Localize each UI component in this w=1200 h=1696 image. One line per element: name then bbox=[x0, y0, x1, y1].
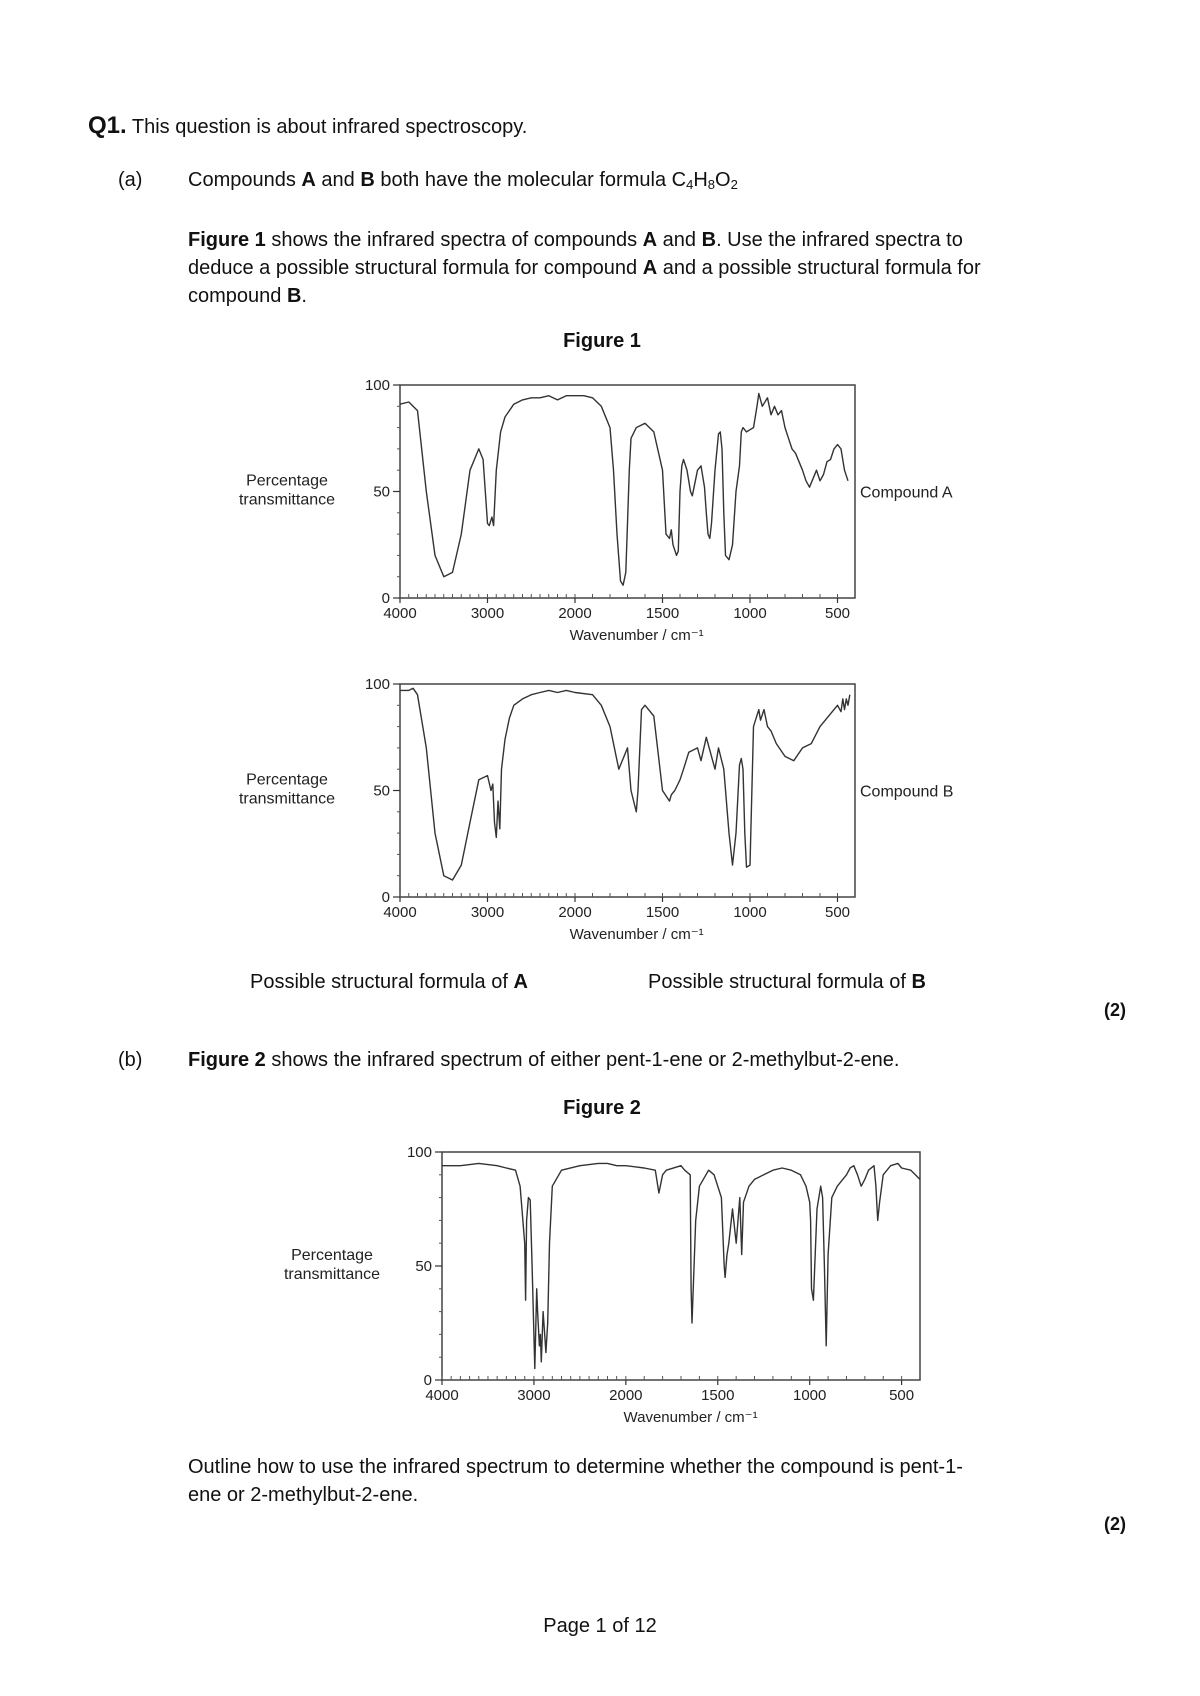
text-span: Compounds bbox=[188, 169, 302, 191]
y-axis-label: transmittance bbox=[238, 491, 336, 509]
text-span: Possible structural formula of bbox=[250, 971, 514, 993]
formula-element: O bbox=[715, 169, 731, 191]
x-axis-label: Wavenumber / cm⁻¹ bbox=[569, 627, 704, 644]
y-tick-label: 50 bbox=[373, 782, 390, 800]
y-tick-label: 100 bbox=[364, 377, 390, 394]
instruction-line-1 bbox=[188, 226, 981, 254]
text-span: . Use the infrared spectra to bbox=[716, 229, 963, 251]
text-span: deduce a possible structural formula for compound bbox=[188, 257, 643, 279]
x-tick-label: 4000 bbox=[383, 904, 417, 921]
compound-a-ref: A bbox=[513, 971, 528, 993]
formula-subscript: 8 bbox=[707, 177, 715, 192]
instruction-line-3 bbox=[188, 282, 981, 310]
y-tick-label: 100 bbox=[406, 1144, 432, 1161]
plot-frame bbox=[442, 1152, 920, 1380]
compound-b-ref: B bbox=[701, 229, 717, 251]
compound-b-ref: B bbox=[911, 971, 926, 993]
x-tick-label: 3000 bbox=[470, 605, 505, 622]
formula-subscript: 2 bbox=[730, 177, 738, 192]
x-tick-label: 4000 bbox=[425, 1387, 459, 1404]
x-tick-label: 1000 bbox=[733, 904, 767, 921]
part-b-marks: (2) bbox=[1104, 1514, 1126, 1534]
x-tick-label: 500 bbox=[824, 904, 851, 921]
compound-a-ref: A bbox=[301, 169, 316, 191]
part-b-outline bbox=[188, 1453, 963, 1509]
text-span: shows the infrared spectra of compounds bbox=[265, 229, 643, 251]
part-a-line1 bbox=[188, 166, 738, 199]
plot-frame bbox=[400, 385, 855, 598]
question-header bbox=[88, 112, 527, 141]
compound-a-ref: A bbox=[642, 257, 658, 279]
figure-ref: Figure 1 bbox=[188, 229, 266, 251]
y-axis-label: Percentage bbox=[291, 1247, 373, 1264]
x-tick-label: 3000 bbox=[470, 904, 505, 921]
spectrum-chart-figure-2 bbox=[0, 1128, 1200, 1438]
x-tick-label: 1000 bbox=[733, 605, 767, 622]
compound-a-ref: A bbox=[642, 229, 658, 251]
text-span: shows the infrared spectrum of either pent-1-ene or 2-methylbut-2-ene. bbox=[265, 1049, 900, 1071]
part-b-line1 bbox=[188, 1046, 899, 1074]
x-axis-label: Wavenumber / cm⁻¹ bbox=[623, 1409, 758, 1426]
x-tick-label: 4000 bbox=[383, 605, 417, 622]
question-intro: This question is about infrared spectroscopy. bbox=[131, 116, 528, 138]
text-span: both have the molecular formula C bbox=[374, 169, 687, 191]
answer-label-a bbox=[250, 968, 528, 996]
compound-b-ref: B bbox=[286, 285, 302, 307]
series-label: Compound A bbox=[860, 484, 953, 502]
text-span: and a possible structural formula for bbox=[657, 257, 981, 279]
formula-element: H bbox=[693, 169, 708, 191]
compound-b-ref: B bbox=[360, 169, 375, 191]
series-label: Compound B bbox=[860, 783, 954, 801]
x-tick-label: 2000 bbox=[558, 605, 592, 622]
page-footer: Page 1 of 12 bbox=[543, 1615, 657, 1637]
x-axis-label: Wavenumber / cm⁻¹ bbox=[569, 926, 704, 943]
question-number: Q1. bbox=[88, 112, 127, 139]
spectrum-line bbox=[400, 688, 850, 880]
part-a-instructions bbox=[188, 226, 981, 310]
x-tick-label: 1500 bbox=[701, 1387, 735, 1404]
plot-frame bbox=[400, 684, 855, 897]
x-tick-label: 1500 bbox=[645, 605, 680, 622]
text-span: compound bbox=[188, 285, 287, 307]
x-tick-label: 3000 bbox=[517, 1387, 551, 1404]
answer-label-b bbox=[648, 968, 926, 996]
y-tick-label: 50 bbox=[415, 1258, 432, 1275]
y-axis-label: transmittance bbox=[238, 790, 336, 808]
outline-line-1: Outline how to use the infrared spectrum to determine whether the compound is pent-1- bbox=[188, 1456, 963, 1478]
x-tick-label: 2000 bbox=[609, 1387, 643, 1404]
y-tick-label: 50 bbox=[373, 483, 390, 501]
spectrum-chart-b bbox=[0, 657, 1200, 947]
figure-ref: Figure 2 bbox=[188, 1049, 266, 1071]
formula-subscript: 4 bbox=[686, 177, 694, 192]
y-axis-label: Percentage bbox=[246, 771, 328, 789]
x-tick-label: 500 bbox=[889, 1387, 915, 1404]
y-tick-label: 0 bbox=[381, 889, 390, 906]
spectrum-line bbox=[442, 1163, 920, 1368]
figure-2-title: Figure 2 bbox=[563, 1097, 641, 1119]
part-a-label: (a) bbox=[118, 169, 143, 191]
x-tick-label: 1500 bbox=[645, 904, 680, 921]
y-tick-label: 0 bbox=[381, 590, 390, 607]
x-tick-label: 500 bbox=[824, 605, 851, 622]
text-span: and bbox=[657, 229, 702, 251]
outline-line-2: ene or 2-methylbut-2-ene. bbox=[188, 1484, 419, 1506]
y-axis-label: transmittance bbox=[283, 1266, 381, 1283]
text-span: Possible structural formula of bbox=[648, 971, 912, 993]
text-span: . bbox=[301, 285, 307, 307]
part-b-label: (b) bbox=[118, 1049, 143, 1071]
x-tick-label: 2000 bbox=[558, 904, 592, 921]
y-tick-label: 100 bbox=[364, 676, 390, 693]
spectrum-chart-a bbox=[0, 360, 1200, 650]
instruction-line-2 bbox=[188, 254, 981, 282]
y-axis-label: Percentage bbox=[246, 472, 328, 490]
spectrum-line bbox=[400, 394, 848, 586]
figure-1-title: Figure 1 bbox=[563, 330, 641, 352]
x-tick-label: 1000 bbox=[793, 1387, 827, 1404]
part-a-marks: (2) bbox=[1104, 1000, 1126, 1020]
text-span: and bbox=[315, 169, 361, 191]
y-tick-label: 0 bbox=[423, 1372, 432, 1389]
